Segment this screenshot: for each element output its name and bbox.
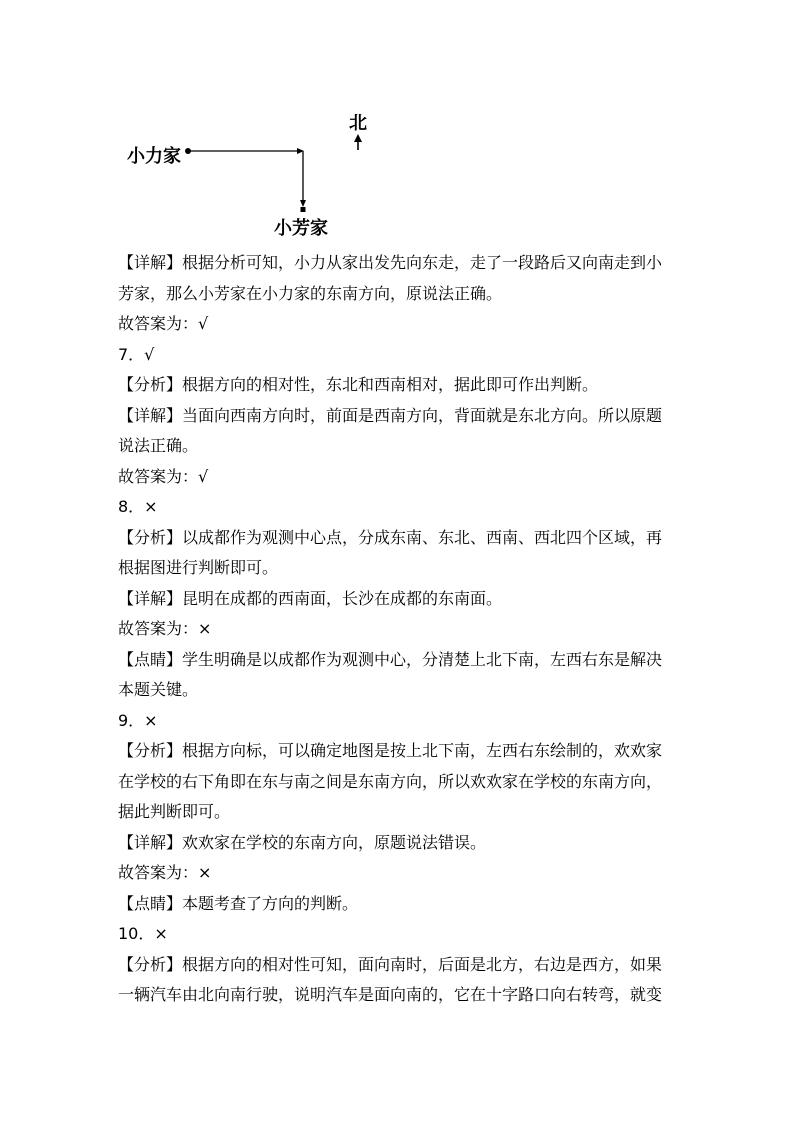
- text-line: 【详解】根据分析可知，小力从家出发先向东走，走了一段路后又向南走到小: [118, 253, 663, 272]
- text-line: 【点睛】本题考查了方向的判断。: [118, 893, 359, 913]
- xiaofang-home-label: 小芳家: [274, 218, 328, 239]
- north-label: 北: [349, 113, 367, 134]
- route-diagram-svg: [0, 0, 800, 245]
- north-arrow-head: [354, 134, 362, 142]
- text-line: 根据图进行判断即可。: [118, 558, 279, 577]
- text-line: 本题关键。: [118, 680, 199, 699]
- text-line: 【详解】当面向西南方向时，前面是西南方向，背面就是东北方向。所以原题: [118, 405, 663, 425]
- answer-line: 故答案为：√: [118, 466, 209, 486]
- text-line: 说法正确。: [118, 436, 199, 455]
- text-line: 【详解】昆明在成都的西南面，长沙在成都的东南面。: [118, 588, 503, 608]
- answer-line: 故答案为：√: [118, 314, 209, 333]
- question-number: 10．×: [118, 924, 168, 943]
- answer-explanations: [118, 248, 688, 1011]
- text-line: 【详解】欢欢家在学校的东南方向，原题说法错误。: [118, 832, 487, 852]
- text-line: 在学校的右下角即在东与南之间是东南方向，所以欢欢家在学校的东南方向，: [118, 771, 663, 791]
- answer-line: 故答案为：×: [118, 863, 212, 882]
- question-number: 8．×: [118, 497, 158, 516]
- answer-line: 故答案为：×: [118, 619, 212, 638]
- text-line: 【分析】根据方向标，可以确定地图是按上北下南，左西右东绘制的，欢欢家: [118, 741, 663, 760]
- xiaoli-home-label: 小力家: [127, 146, 181, 167]
- text-line: 一辆汽车由北向南行驶，说明汽车是面向南的，它在十字路口向右转弯，就变: [118, 985, 663, 1004]
- xiaofang-home-marker: [301, 207, 306, 212]
- text-line: 据此判断即可。: [118, 802, 231, 821]
- question-number: 7．√: [118, 344, 155, 364]
- text-line: 【分析】根据方向的相对性可知，面向南时，后面是北方，右边是西方，如果: [118, 954, 663, 974]
- question-number: 9．×: [118, 710, 158, 730]
- text-line: 【点睛】学生明确是以成都作为观测中心，分清楚上北下南，左西右东是解决: [118, 649, 663, 669]
- text-line: 芳家，那么小芳家在小力家的东南方向，原说法正确。: [118, 283, 503, 303]
- text-line: 【分析】以成都作为观测中心点，分成东南、东北、西南、西北四个区域，再: [118, 527, 663, 547]
- direction-diagram: [0, 0, 800, 245]
- south-path-arrowhead: [300, 200, 306, 207]
- text-line: 【分析】根据方向的相对性，东北和西南相对，据此即可作出判断。: [118, 375, 599, 394]
